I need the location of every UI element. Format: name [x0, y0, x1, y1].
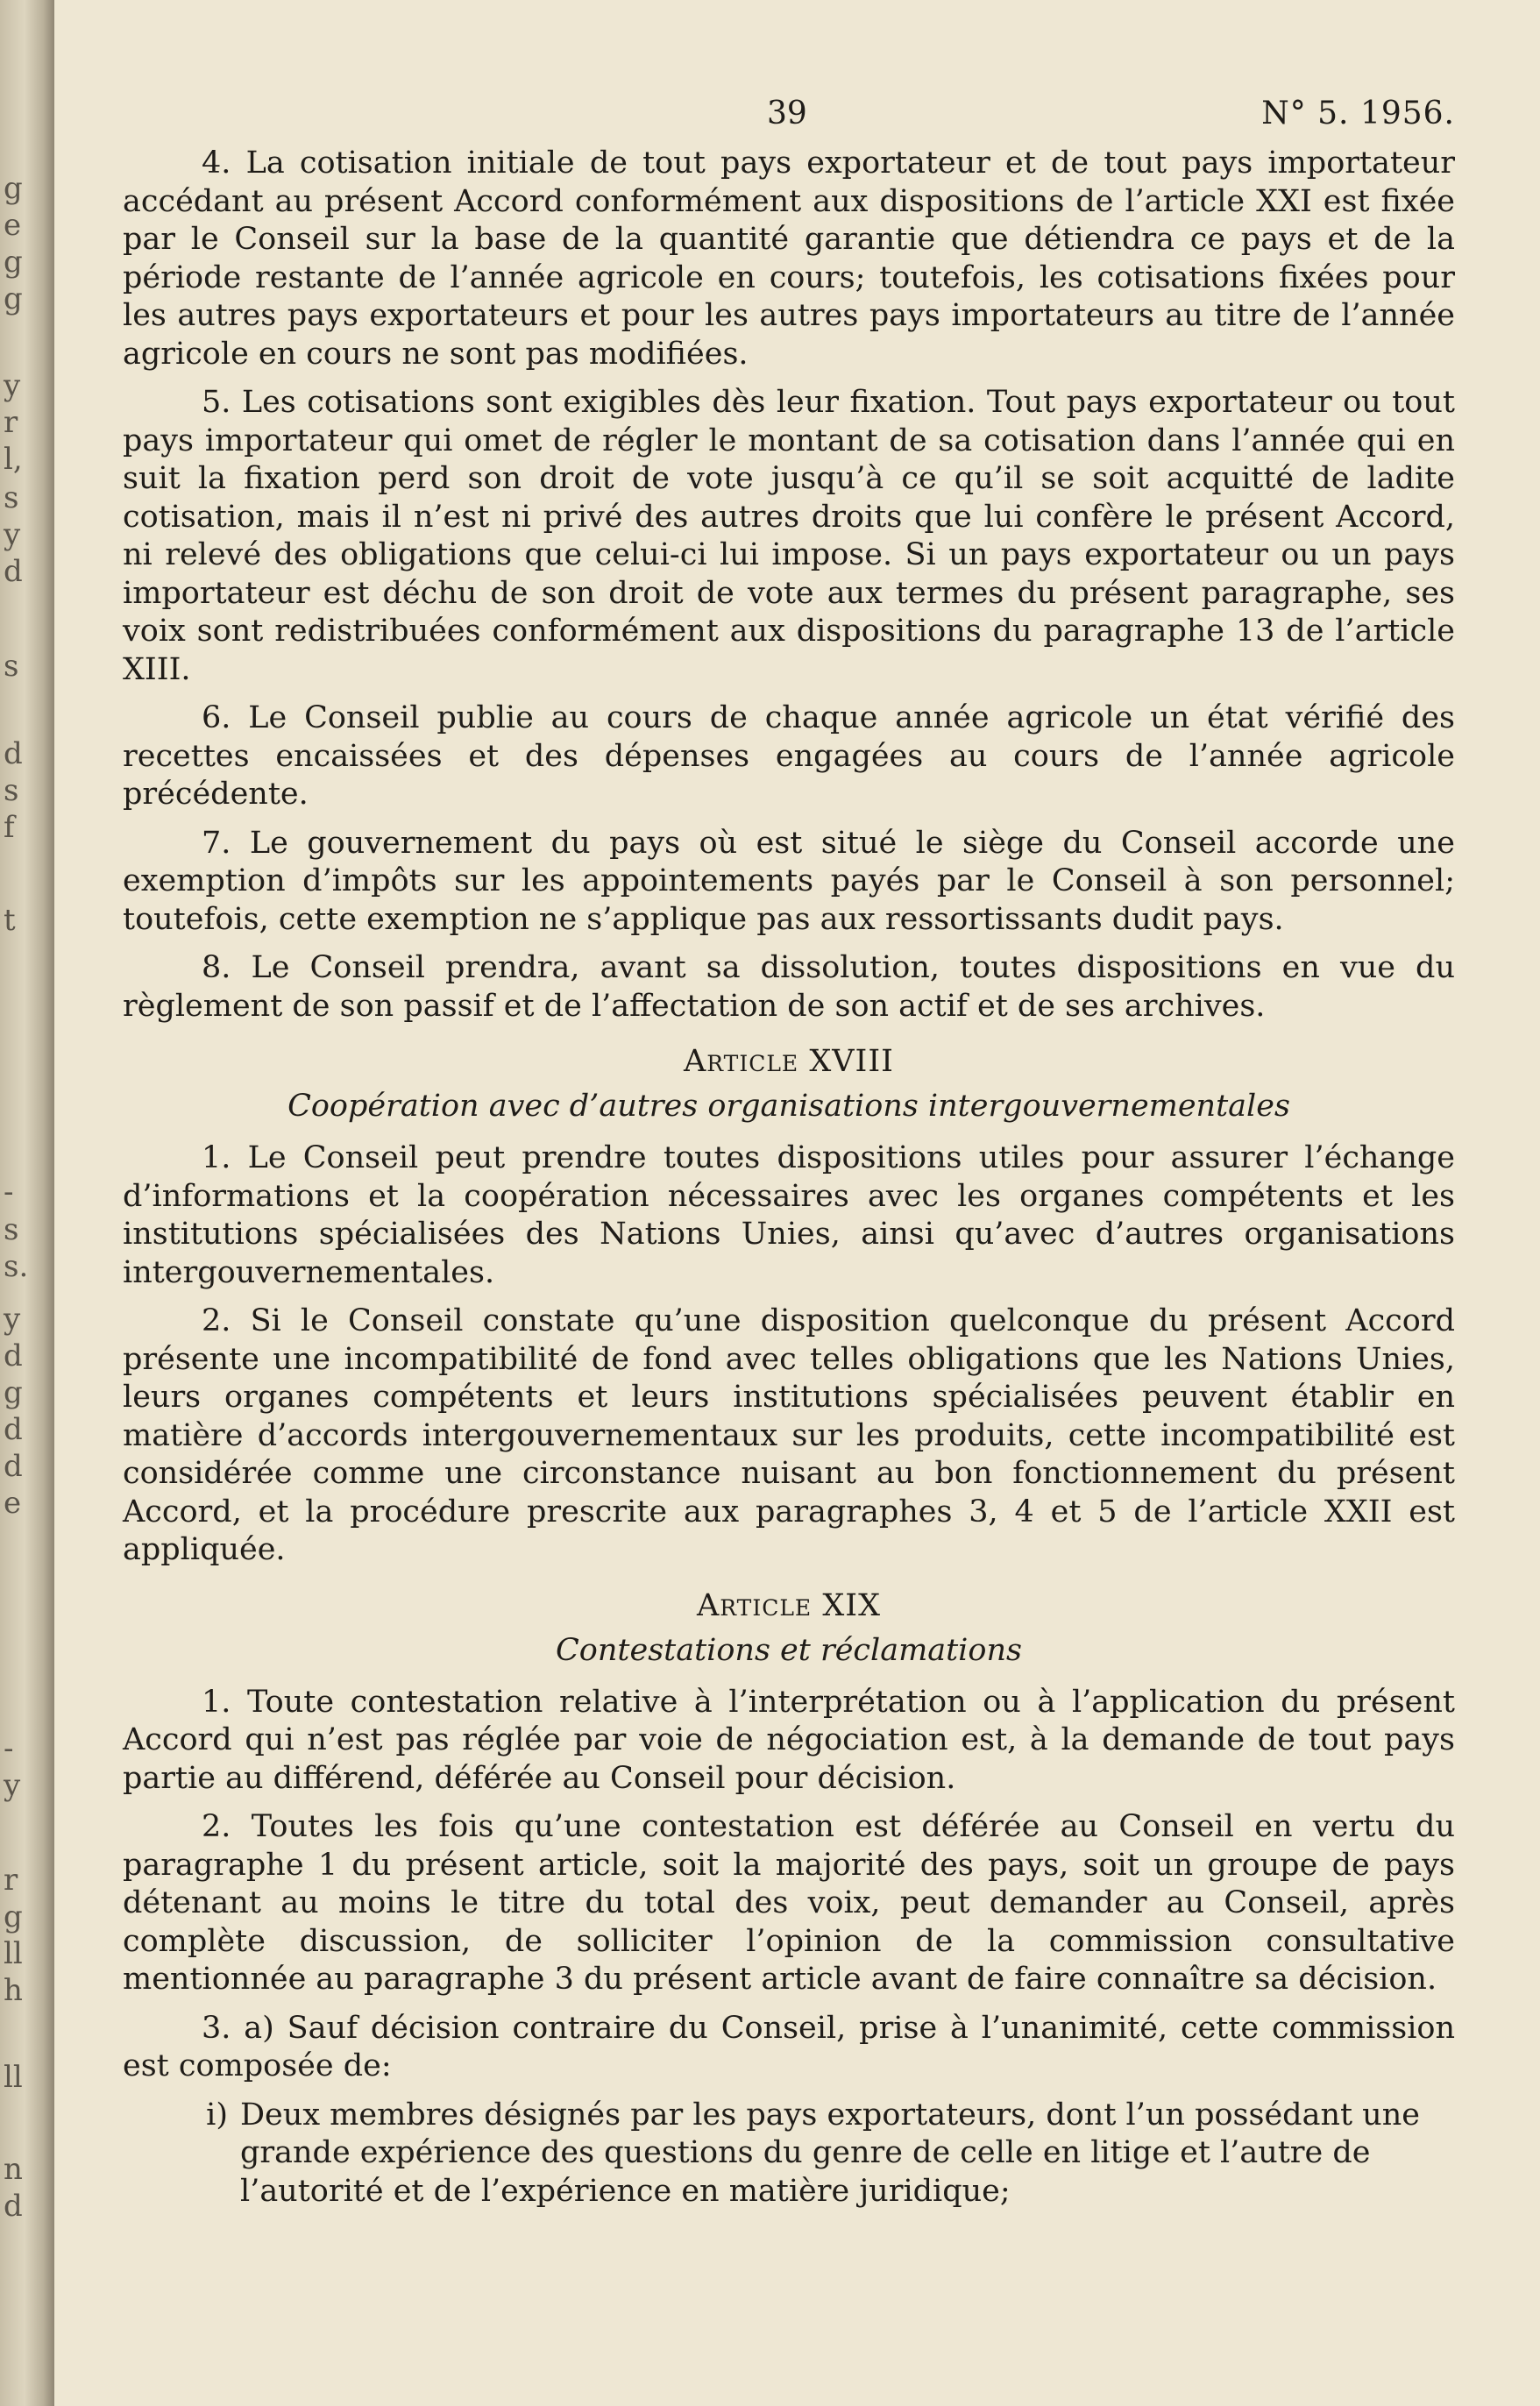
margin-fragment: ll [4, 1936, 23, 1971]
margin-fragment: s [4, 649, 19, 684]
binding-gutter [0, 0, 54, 2406]
margin-fragment: t [4, 903, 16, 938]
page-number: 39 [767, 96, 807, 131]
margin-fragment: e [4, 1486, 22, 1521]
margin-fragment: s [4, 773, 19, 808]
margin-fragment: d [4, 736, 23, 771]
margin-fragment: - [4, 1731, 14, 1766]
paragraph-19-2: 2. Toutes les fois qu’une contestation est déférée au Conseil en vertu du paragraphe 1 du présent article, soit la majorité des pays, soit un groupe de pays détenant au moins le titre du total des voix, peut demander au Conseil, après complète discussion, de solliciter l’opinion de la commission consultative mentionnée au paragraphe 3 du présent article avant de faire connaître sa décision. [123, 1809, 1455, 1997]
document-number: N° 5. 1956. [1261, 96, 1455, 131]
margin-fragment: l, [4, 442, 23, 477]
article-subtitle-19: Contestations et réclamations [556, 1632, 1022, 1668]
list-item [123, 2097, 1455, 2211]
margin-fragment: h [4, 1973, 23, 2008]
margin-fragment: d [4, 1449, 23, 1484]
margin-fragment: f [4, 810, 15, 845]
margin-fragment: g [4, 281, 23, 316]
margin-fragment: d [4, 1412, 23, 1447]
margin-fragment: s [4, 480, 19, 515]
article-numeral: XVIII [809, 1044, 894, 1079]
paragraph-19-3a: 3. a) Sauf décision contraire du Conseil, prise à l’unanimité, cette commission est composée de: [123, 2010, 1455, 2083]
margin-fragment: e [4, 208, 22, 243]
article-heading-19 [123, 1587, 1455, 1625]
margin-fragment: g [4, 1375, 23, 1410]
margin-fragment: y [4, 1302, 21, 1337]
margin-fragment: s. [4, 1249, 29, 1284]
paragraph-18-2: 2. Si le Conseil constate qu’une disposition quelconque du présent Accord présente une incompatibilité de fond avec telles obligations que les Nations Unies, leurs organes compétents et leurs institutions spécialisées peuvent établir en matière d’accords intergouvernementaux sur les produits, cette incompatibilité est considérée comme une circonstance nuisant au bon fonctionnement du présent Accord, et la procédure prescrite aux paragraphes 3, 4 et 5 de l’article XXII est appliquée. [123, 1303, 1455, 1567]
margin-fragment: r [4, 405, 18, 440]
margin-fragment: - [4, 1175, 14, 1210]
margin-fragment: s [4, 1212, 19, 1247]
margin-fragment: d [4, 2189, 23, 2224]
paragraph-17-5: 5. Les cotisations sont exigibles dès leur fixation. Tout pays exportateur ou tout pays importateur qui omet de régler le montant de sa cotisation dans l’année qui en suit la fixation perd son droit de vote jusqu’à ce qu’il se soit acquitté de ladite cotisation, mais il n’est ni privé des autres droits que lui confère le présent Accord, ni relevé des obligations que celui-ci lui impose. Si un pays exportateur ou un pays importateur est déchu de son droit de vote aux termes du présent paragraphe, ses voix sont redistribuées conformément aux dispositions du paragraphe 13 de l’article XIII. [123, 385, 1455, 687]
paragraph-17-7: 7. Le gouvernement du pays où est situé le siège du Conseil accorde une exemption d’impôts sur les appointements payés par le Conseil à son personnel; toutefois, cette exemption ne s’applique pas aux ressortissants dudit pays. [123, 825, 1455, 937]
paragraph-17-4: 4. La cotisation initiale de tout pays exportateur et de tout pays importateur accédant au présent Accord conformément aux dispositions de l’article XXI est fixée par le Conseil sur la base de la quantité garantie que détiendra ce pays et de la période restante de l’année agricole en cours; toutefois, les cotisations fixées pour les autres pays exportateurs et pour les autres pays importateurs au titre de l’année agricole en cours ne sont pas modifiées. [123, 145, 1455, 372]
margin-fragment: ll [4, 2060, 23, 2095]
paragraph-18-1: 1. Le Conseil peut prendre toutes dispositions utiles pour assurer l’échange d’informations et la coopération nécessaires avec les organes compétents et les institutions spécialisées des Nations Unies, ainsi qu’avec d’autres organisations intergouvernementales. [123, 1140, 1455, 1290]
margin-fragment: d [4, 1338, 23, 1373]
article-subtitle-18: Coopération avec d’autres organisations intergouvernementales [287, 1089, 1290, 1124]
article-word: Article [696, 1587, 813, 1623]
margin-fragment: r [4, 1863, 18, 1898]
list-item-text: Deux membres désignés par les pays exportateurs, dont l’un possédant une grande expérience des questions du genre de celle en litige et l’autre de l’autorité et de l’expérience en matière juridique; [240, 2097, 1420, 2209]
paragraph-17-8: 8. Le Conseil prendra, avant sa dissolution, toutes dispositions en vue du règlement de son passif et de l’affectation de son actif et de ses archives. [123, 950, 1455, 1024]
list-item-label: i) [206, 2097, 228, 2133]
paragraph-17-6: 6. Le Conseil publie au cours de chaque année agricole un état vérifié des recettes encaissées et des dépenses engagées au cours de l’année agricole précédente. [123, 700, 1455, 812]
margin-fragment: y [4, 517, 21, 552]
margin-fragment: g [4, 171, 23, 206]
margin-fragment: g [4, 245, 23, 280]
article-heading-18 [123, 1043, 1455, 1081]
margin-fragment: y [4, 1768, 21, 1803]
margin-fragment: n [4, 2152, 23, 2187]
margin-fragment: y [4, 368, 21, 403]
margin-fragment: d [4, 554, 23, 589]
article-numeral: XIX [822, 1587, 881, 1623]
page-header [123, 83, 1455, 145]
paragraph-19-1: 1. Toute contestation relative à l’interprétation ou à l’application du présent Accord qui n’est pas réglée par voie de négociation est, à la demande de tout pays partie au différend, déférée au Conseil pour décision. [123, 1684, 1455, 1796]
margin-fragment: g [4, 1899, 23, 1934]
article-word: Article [683, 1044, 799, 1079]
document-page [123, 83, 1455, 2211]
